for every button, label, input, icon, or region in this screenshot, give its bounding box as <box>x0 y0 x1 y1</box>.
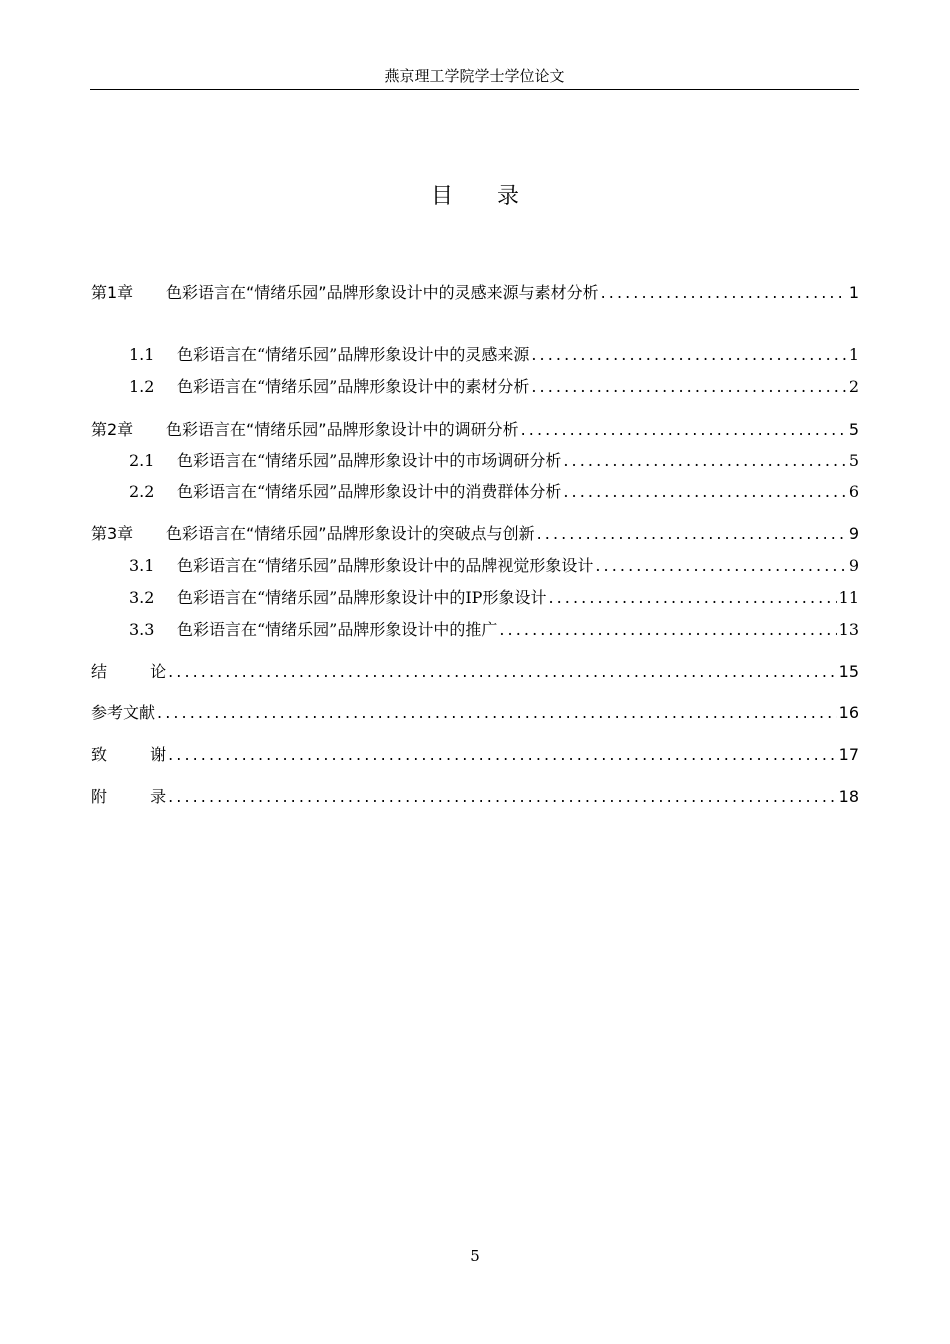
toc-entry-page: 16 <box>838 703 859 722</box>
toc-entry-references[interactable] <box>91 702 859 724</box>
toc-entry-title: 致 谢 <box>91 745 167 764</box>
toc-entry-number: 第1章 <box>91 283 134 302</box>
toc-entry-section-2-2[interactable] <box>91 481 859 503</box>
dot-leader <box>563 481 846 503</box>
toc-entry-title: 色彩语言在“情绪乐园”品牌形象设计中的市场调研分析 <box>177 451 562 470</box>
toc-entry-number: 1.2 <box>129 377 155 396</box>
dot-leader <box>521 419 847 441</box>
toc-entry-page: 17 <box>838 745 859 764</box>
toc-entry-number: 2.2 <box>129 482 155 501</box>
dot-leader <box>595 555 846 577</box>
toc-entry-title: 附 录 <box>91 787 167 806</box>
page-number: 5 <box>470 1247 480 1265</box>
toc-entry-number: 第2章 <box>91 420 134 439</box>
toc-entry-section-2-1[interactable] <box>91 450 859 472</box>
toc-entry-chapter-1[interactable] <box>91 282 859 304</box>
toc-entry-section-3-2[interactable] <box>91 587 859 609</box>
toc-entry-number: 3.2 <box>129 588 155 607</box>
toc-entry-page: 1 <box>848 283 859 302</box>
dot-leader <box>531 344 846 366</box>
toc-entry-title: 色彩语言在“情绪乐园”品牌形象设计中的品牌视觉形象设计 <box>177 556 594 575</box>
toc-entry-page: 9 <box>848 556 859 575</box>
toc-entry-page: 6 <box>848 482 859 501</box>
toc-entry-section-1-1[interactable] <box>91 344 859 366</box>
toc-entry-page: 11 <box>838 588 859 607</box>
dot-leader <box>548 587 836 609</box>
toc-entry-title: 色彩语言在“情绪乐园”品牌形象设计中的IP形象设计 <box>177 588 547 607</box>
toc-entry-title: 色彩语言在“情绪乐园”品牌形象设计中的消费群体分析 <box>177 482 562 501</box>
dot-leader <box>499 619 836 641</box>
toc-entry-title: 色彩语言在“情绪乐园”品牌形象设计中的灵感来源 <box>177 345 530 364</box>
toc-entry-title: 色彩语言在“情绪乐园”品牌形象设计中的调研分析 <box>166 420 519 439</box>
dot-leader <box>168 744 837 766</box>
toc-entry-title: 色彩语言在“情绪乐园”品牌形象设计中的素材分析 <box>177 377 530 396</box>
toc-entry-number: 3.1 <box>129 556 155 575</box>
toc-entry-page: 5 <box>848 420 859 439</box>
toc-entry-page: 2 <box>848 377 859 396</box>
toc-entry-page: 13 <box>838 620 859 639</box>
dot-leader <box>168 786 837 808</box>
toc-entry-title: 色彩语言在“情绪乐园”品牌形象设计中的推广 <box>177 620 498 639</box>
toc-entry-title: 参考文献 <box>91 703 156 722</box>
toc-entry-page: 1 <box>848 345 859 364</box>
toc-entry-page: 5 <box>848 451 859 470</box>
toc-entry-appendix[interactable] <box>91 786 859 808</box>
toc-entry-chapter-3[interactable] <box>91 523 859 545</box>
toc-entry-section-1-2[interactable] <box>91 376 859 398</box>
toc-entry-chapter-2[interactable] <box>91 419 859 441</box>
toc-entry-thanks[interactable] <box>91 744 859 766</box>
dot-leader <box>531 376 846 398</box>
toc-entry-title: 结 论 <box>91 662 167 681</box>
toc-entry-page: 9 <box>848 524 859 543</box>
toc-title: 目录 <box>430 184 563 209</box>
toc-entry-number: 1.1 <box>129 345 155 364</box>
toc-entry-number: 3.3 <box>129 620 155 639</box>
toc-entry-page: 18 <box>838 787 859 806</box>
dot-leader <box>563 450 846 472</box>
dot-leader <box>537 523 847 545</box>
toc-entry-conclusion[interactable] <box>91 661 859 683</box>
dot-leader <box>601 282 847 304</box>
running-header: 燕京理工学院学士学位论文 <box>90 66 859 90</box>
toc-entry-number: 2.1 <box>129 451 155 470</box>
toc-entry-section-3-3[interactable] <box>91 619 859 641</box>
toc-entry-title: 色彩语言在“情绪乐园”品牌形象设计中的灵感来源与素材分析 <box>166 283 599 302</box>
dot-leader <box>157 702 837 724</box>
toc-entry-page: 15 <box>838 662 859 681</box>
toc-entry-section-3-1[interactable] <box>91 555 859 577</box>
dot-leader <box>168 661 837 683</box>
toc-entry-title: 色彩语言在“情绪乐园”品牌形象设计的突破点与创新 <box>166 524 535 543</box>
toc-entry-number: 第3章 <box>91 524 134 543</box>
